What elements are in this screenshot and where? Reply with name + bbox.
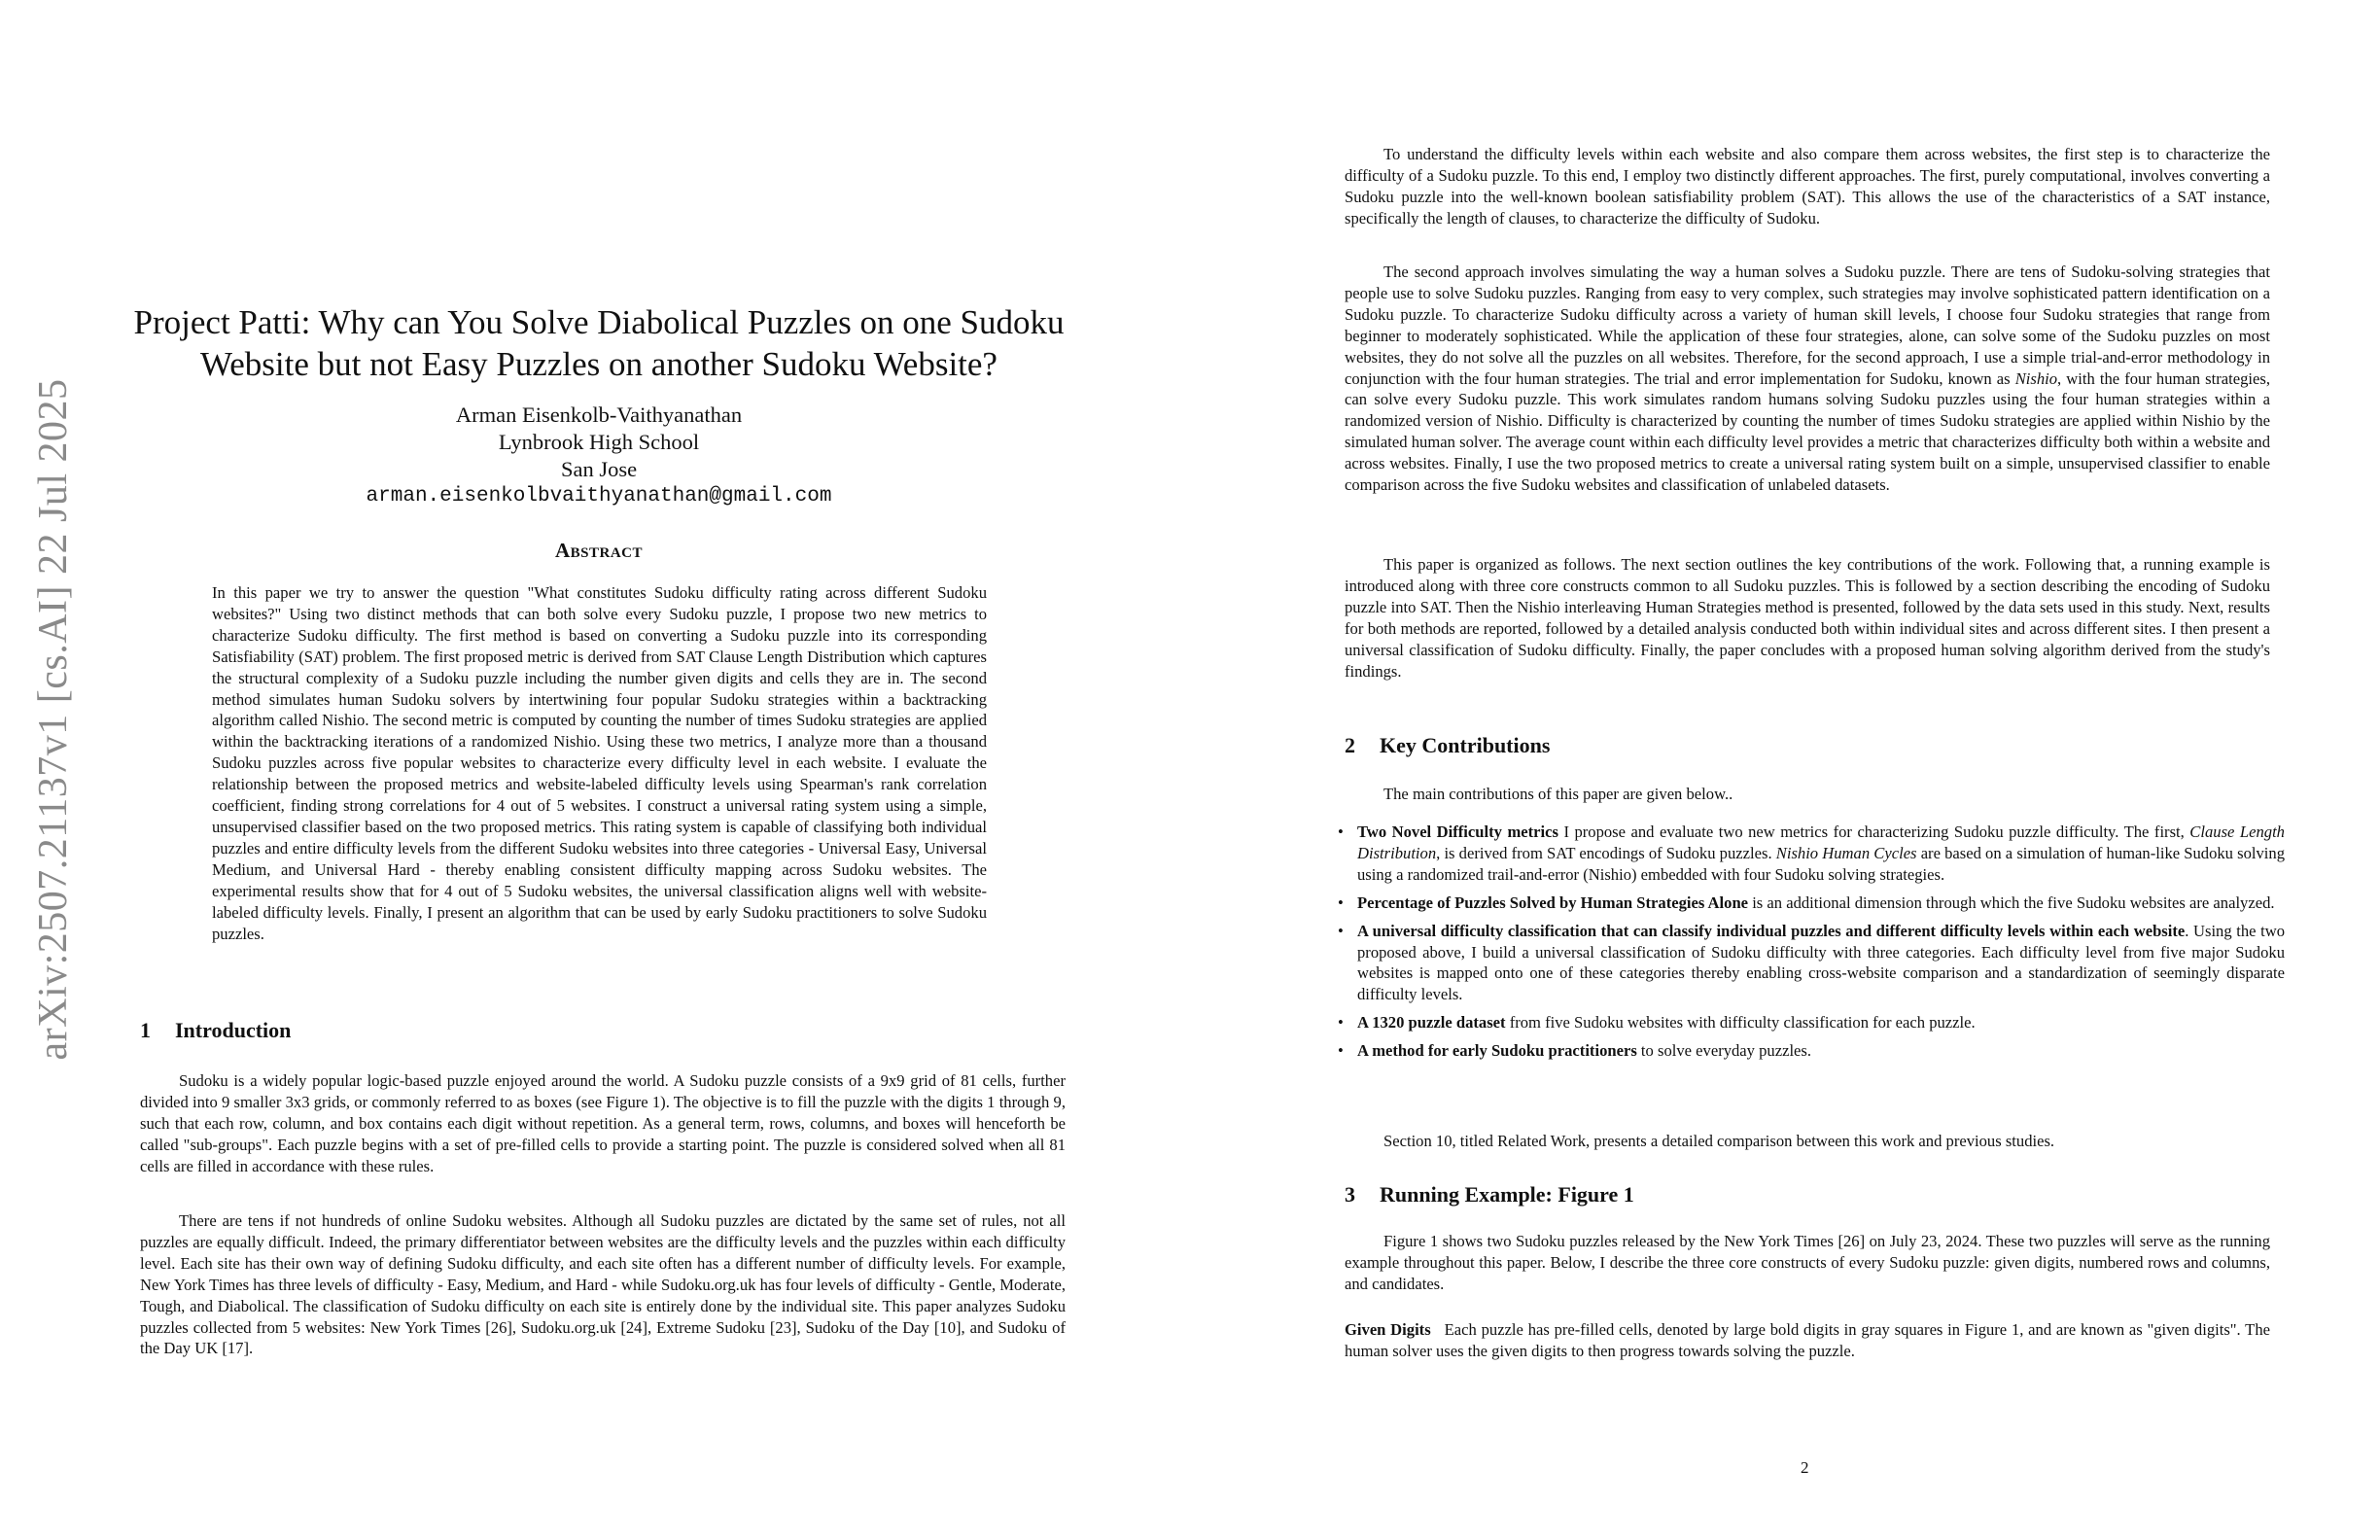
item-bold: A universal difficulty classification that can classify individual puzzles and different difficulty levels within each website xyxy=(1357,921,2186,940)
arxiv-stamp[interactable]: arXiv:2507.21137v1 [cs.AI] 22 Jul 2025 xyxy=(31,378,76,1061)
section-title: Introduction xyxy=(175,1018,292,1042)
right-paragraph-2-b: , with the four human strategies, can solve every Sudoku puzzle. This work simulates random humans solving Sudoku puzzles using the four human strategies within a randomized version of Nishio. Difficulty is characterized by counting the number of times Sudoku strategies are applied within Nishio by the simulated human solver. The average count within each difficulty level provides a metric that characterizes difficulty both within a website and across websites. Finally, I use the two proposed metrics to create a universal rating system built on a simple, unsupervised classifier to enable comparison across the five Sudoku websites and classification of unlabeled datasets. xyxy=(1345,368,2270,495)
nishio-term: Nishio xyxy=(2014,368,2058,388)
bullet-icon: • xyxy=(1338,892,1344,912)
right-paragraph-1: To understand the difficulty levels within each website and also compare them across websites, the first step is to characterize the difficulty of a Sudoku puzzle. To this end, I employ two distinctly different approaches. The first, purely computational, involves converting a Sudoku puzzle into the well-known boolean satisfiability problem (SAT). This allows the use of the characteristics of a SAT instance, specifically the length of clauses, to characterize the difficulty of Sudoku. xyxy=(1345,145,2270,228)
item-text: is an additional dimension through which the five Sudoku websites are analyzed. xyxy=(1748,892,2275,912)
section-heading-introduction xyxy=(140,1018,291,1043)
bullet-icon: • xyxy=(1338,822,1344,841)
intro-paragraph-1: Sudoku is a widely popular logic-based puzzle enjoyed around the world. A Sudoku puzzle consists of a 9x9 grid of 81 cells, further divided into 9 smaller 3x3 grids, or commonly referred to as boxes (see Figure 1). The objective is to fill the puzzle with the digits 1 through 9, such that each row, column, and box contains each digit without repetition. As a general term, rows, columns, and boxes will henceforth be called "sub-groups". Each puzzle begins with a set of pre-filled cells to provide a starting point. The puzzle is considered solved when all 81 cells are filled in accordance with these rules. xyxy=(140,1071,1066,1175)
list-item xyxy=(1338,1012,2285,1033)
item-emph: Clause Length Distribution xyxy=(1357,822,2285,862)
section-number: 3 xyxy=(1345,1182,1355,1207)
section-title: Running Example: Figure 1 xyxy=(1380,1182,1634,1207)
author-block xyxy=(132,402,1066,510)
abstract-heading: Abstract xyxy=(554,539,644,562)
item-text: to solve everyday puzzles. xyxy=(1636,1041,1812,1061)
given-digits-paragraph xyxy=(1345,1319,2270,1362)
item-text: from five Sudoku websites with difficulty classification for each puzzle. xyxy=(1505,1013,1976,1032)
item-bold: A method for early Sudoku practitioners xyxy=(1357,1041,1637,1061)
item-text: are based on a simulation of human-like Sudoku solving using a randomized trail-and-error (Nishio) embedded with four Sudoku solving strategies. xyxy=(1357,843,2286,884)
item-bold: Percentage of Puzzles Solved by Human Strategies Alone xyxy=(1357,892,1749,912)
author-affiliation: Lynbrook High School xyxy=(498,430,700,454)
section-number: 1 xyxy=(140,1018,151,1042)
list-item xyxy=(1338,1040,2285,1062)
page-number: 2 xyxy=(1801,1458,1809,1477)
related-work-note: Section 10, titled Related Work, presents a detailed comparison between this work and previous studies. xyxy=(1383,1132,2055,1150)
author-name: Arman Eisenkolb-Vaithyanathan xyxy=(455,402,743,427)
list-item xyxy=(1338,921,2285,1006)
item-bold: A 1320 puzzle dataset xyxy=(1357,1013,1506,1032)
item-bold: Two Novel Difficulty metrics xyxy=(1357,822,1558,841)
contributions-intro: The main contributions of this paper are given below.. xyxy=(1383,785,1733,803)
section-number: 2 xyxy=(1345,733,1355,757)
contributions-list xyxy=(1338,822,2286,1068)
right-paragraph-2-a: The second approach involves simulating the way a human solves a Sudoku puzzle. There are tens of Sudoku-solving strategies that people use to solve Sudoku puzzles. Ranging from easy to very complex, such strategies may involve sophisticated pattern identification on a Sudoku puzzle. To characterize Sudoku difficulty across a variety of human skill levels, I choose four Sudoku strategies that range from beginner to moderately sophisticated. While the application of these four strategies, alone, can solve some of the Sudoku puzzles on most websites, they do not solve all the puzzles on all websites. Therefore, for the second approach, I use a simple trial-and-error methodology in conjunction with the four human strategies. The trial and error implementation for Sudoku, known as xyxy=(1345,262,2270,388)
right-page xyxy=(1190,0,2380,1540)
section-heading-contributions xyxy=(1345,733,1550,758)
bullet-icon: • xyxy=(1338,921,1344,940)
author-email[interactable]: arman.eisenkolbvaithyanathan@gmail.com xyxy=(366,485,832,508)
item-text: I propose and evaluate two new metrics for characterizing Sudoku puzzle difficulty. The first, xyxy=(1558,822,2190,841)
item-text: . Using the two proposed above, I build a universal classification of Sudoku difficulty with three categories. Each difficulty level from five major Sudoku websites is mapped onto one of these categories thereby enabling cross-website comparison and a standardization of seemingly disparate difficulty levels. xyxy=(1357,921,2285,1004)
list-item xyxy=(1338,892,2285,914)
intro-paragraph-2: There are tens if not hundreds of online Sudoku websites. Although all Sudoku puzzles are dictated by the same set of rules, not all puzzles are equally difficult. Indeed, the primary differentiator between websites are the difficulty levels and the puzzles within each difficulty level. Each site has their own way of defining Sudoku difficulty, and each site often has a different number of difficulty levels. For example, New York Times has three levels of difficulty - Easy, Medium, and Hard - while Sudoku.org.uk has four levels of difficulty - Gentle, Moderate, Tough, and Diabolical. The classification of Sudoku difficulty on each site is entirely done by the individual site. This paper analyzes Sudoku puzzles collected from 5 websites: New York Times [26], Sudoku.org.uk [24], Extreme Sudoku [23], Sudoku of the Day [10], and Sudoku of the Day UK [17]. xyxy=(140,1211,1066,1358)
section-title: Key Contributions xyxy=(1380,733,1551,757)
given-digits-text: Each puzzle has pre-filled cells, denoted by large bold digits in gray squares in Figure 1, and are known as "given digits". The human solver uses the given digits to then progress towards solving the puzzle. xyxy=(1345,1320,2270,1360)
running-example-paragraph: Figure 1 shows two Sudoku puzzles released by the New York Times [26] on July 23, 2024. These two puzzles will serve as the running example throughout this paper. Below, I describe the three core constructs of every Sudoku puzzle: given digits, numbered rows and columns, and candidates. xyxy=(1345,1232,2270,1293)
author-location: San Jose xyxy=(560,457,638,481)
item-text: , is derived from SAT encodings of Sudoku puzzles. xyxy=(1436,843,1776,862)
item-emph: Nishio Human Cycles xyxy=(1775,843,1917,862)
paper-title: Project Patti: Why can You Solve Diabolical Puzzles on one Sudoku Website but not Easy Puzzles on another Sudoku Website? xyxy=(133,303,1065,383)
abstract-text: In this paper we try to answer the question "What constitutes Sudoku difficulty rating across different Sudoku websites?" Using two distinct methods that can both solve every Sudoku puzzle, I propose two new metrics to characterize Sudoku difficulty. The first method is based on converting a Sudoku puzzle into its corresponding Satisfiability (SAT) problem. The first proposed metric is derived from SAT Clause Length Distribution which captures the structural complexity of a Sudoku puzzle including the number given digits and cells they are in. The second method simulates human Sudoku solvers by intertwining four popular Sudoku strategies within a backtracking algorithm called Nishio. The second metric is computed by counting the number of times Sudoku strategies are applied within the backtracking iterations of a randomized Nishio. Using these two metrics, I analyze more than a thousand Sudoku puzzles across five popular websites to characterize every difficulty level in each website. I evaluate the relationship between the proposed metrics and website-labeled difficulty levels using Spearman's rank correlation coefficient, finding strong correlations for 4 out of 5 websites. I construct a universal rating system using a simple, unsupervised classifier based on the two proposed metrics. This rating system is capable of classifying both individual puzzles and entire difficulty levels from the different Sudoku websites into three categories - Universal Easy, Universal Medium, and Universal Hard - thereby enabling consistent difficulty mapping across Sudoku websites. The experimental results show that for 4 out of 5 Sudoku websites, the universal classification aligns well with website-labeled difficulty levels. Finally, I present an algorithm that can be used by early Sudoku practitioners to solve Sudoku puzzles. xyxy=(212,583,987,943)
right-paragraph-2 xyxy=(1345,262,2270,496)
given-digits-heading: Given Digits xyxy=(1345,1320,1431,1339)
bullet-icon: • xyxy=(1338,1013,1344,1032)
list-item xyxy=(1338,822,2286,886)
right-paragraph-3: This paper is organized as follows. The next section outlines the key contributions of the work. Following that, a running example is introduced along with three core constructs common to all Sudoku puzzles. This is followed by a section describing the encoding of Sudoku puzzle into SAT. Then the Nishio interleaving Human Strategies method is presented, followed by the data sets used in this study. Next, results for both methods are reported, followed by a detailed analysis conducted both within individual sites and across different sites. I then present a universal classification of Sudoku difficulty. Finally, the paper concludes with a proposed human solving algorithm derived from the study's findings. xyxy=(1345,555,2270,681)
section-heading-running-example xyxy=(1345,1182,1634,1208)
bullet-icon: • xyxy=(1338,1041,1344,1061)
